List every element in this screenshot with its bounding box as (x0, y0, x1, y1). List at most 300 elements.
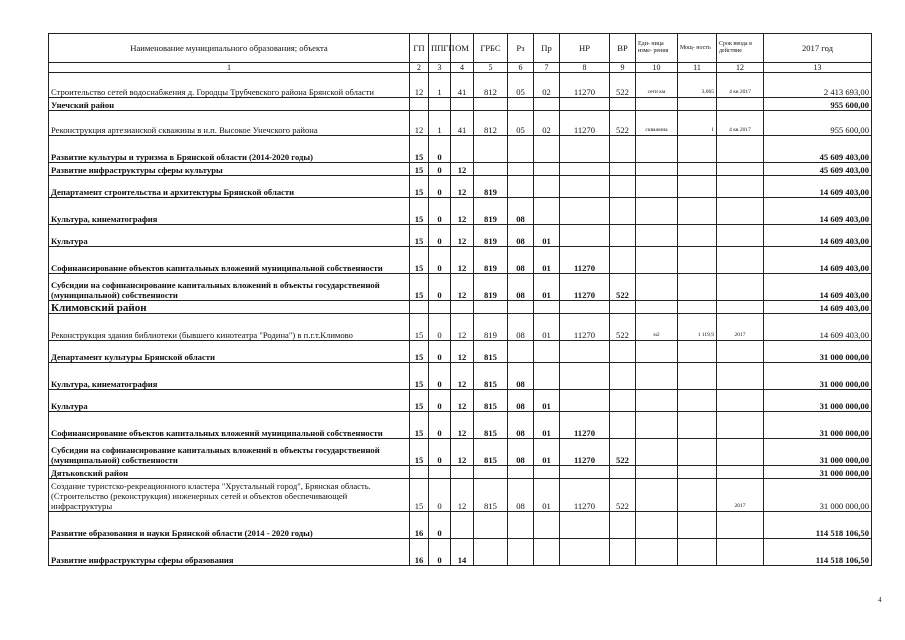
cell-pr (534, 98, 560, 111)
cell-power (678, 466, 717, 479)
cell-power: 1 119,9 (678, 314, 717, 341)
cell-ppgp (429, 301, 451, 314)
cell-grbs: 815 (474, 479, 508, 512)
col-number: 9 (610, 63, 636, 73)
cell-om: 12 (451, 412, 474, 439)
cell-unit (636, 176, 678, 198)
cell-vr (610, 225, 636, 247)
cell-term (717, 163, 764, 176)
cell-rz: 08 (508, 390, 534, 412)
cell-om: 41 (451, 73, 474, 98)
col-number: 4 (451, 63, 474, 73)
cell-om: 12 (451, 390, 474, 412)
cell-ppgp: 0 (429, 412, 451, 439)
header-vr: ВР (610, 34, 636, 63)
cell-grbs: 812 (474, 73, 508, 98)
cell-term (717, 98, 764, 111)
cell-term (717, 412, 764, 439)
cell-amount: 14 609 403,00 (764, 247, 872, 274)
cell-ppgp: 0 (429, 512, 451, 539)
cell-vr (610, 512, 636, 539)
cell-gp: 15 (410, 479, 429, 512)
cell-term: 2017 (717, 479, 764, 512)
cell-amount: 45 609 403,00 (764, 136, 872, 163)
cell-gp: 15 (410, 247, 429, 274)
cell-nr (560, 301, 610, 314)
cell-rz: 08 (508, 363, 534, 390)
cell-unit: сети км (636, 73, 678, 98)
cell-gp: 15 (410, 225, 429, 247)
cell-term (717, 198, 764, 225)
table-row (49, 274, 872, 301)
cell-rz (508, 341, 534, 363)
column-number-row (49, 63, 872, 73)
table-row (49, 341, 872, 363)
cell-rz: 08 (508, 225, 534, 247)
cell-ppgp: 0 (429, 225, 451, 247)
cell-rz (508, 176, 534, 198)
cell-amount: 2 413 693,00 (764, 73, 872, 98)
header-name: Наименование муниципального образования; объекта (49, 34, 410, 63)
table-row (49, 390, 872, 412)
cell-rz: 08 (508, 439, 534, 466)
cell-om (451, 98, 474, 111)
cell-unit (636, 466, 678, 479)
cell-pr: 01 (534, 412, 560, 439)
cell-unit (636, 163, 678, 176)
row-name: Климовский район (49, 301, 410, 314)
row-name: Развитие инфраструктуры сферы образования (49, 539, 410, 566)
cell-grbs: 819 (474, 314, 508, 341)
cell-amount: 14 609 403,00 (764, 198, 872, 225)
cell-power (678, 274, 717, 301)
cell-term (717, 466, 764, 479)
cell-om: 14 (451, 539, 474, 566)
col-number: 1 (49, 63, 410, 73)
cell-unit (636, 301, 678, 314)
cell-vr (610, 176, 636, 198)
cell-pr (534, 198, 560, 225)
cell-vr (610, 163, 636, 176)
cell-om: 12 (451, 163, 474, 176)
cell-unit: м2 (636, 314, 678, 341)
col-number: 11 (678, 63, 717, 73)
cell-ppgp: 1 (429, 73, 451, 98)
row-name: Развитие инфраструктуры сферы культуры (49, 163, 410, 176)
cell-om: 12 (451, 198, 474, 225)
row-name: Культура (49, 225, 410, 247)
cell-unit (636, 98, 678, 111)
table-row (49, 466, 872, 479)
cell-power (678, 136, 717, 163)
cell-term: 4 кв 2017 (717, 111, 764, 136)
row-name: Унечский район (49, 98, 410, 111)
col-number: 10 (636, 63, 678, 73)
cell-amount: 14 609 403,00 (764, 225, 872, 247)
cell-term (717, 301, 764, 314)
cell-amount: 14 609 403,00 (764, 314, 872, 341)
cell-term (717, 539, 764, 566)
cell-ppgp: 1 (429, 111, 451, 136)
cell-rz: 08 (508, 247, 534, 274)
cell-nr (560, 136, 610, 163)
cell-vr (610, 390, 636, 412)
cell-gp (410, 301, 429, 314)
cell-gp: 16 (410, 539, 429, 566)
cell-amount: 114 518 106,50 (764, 539, 872, 566)
cell-vr (610, 466, 636, 479)
cell-gp: 15 (410, 314, 429, 341)
cell-pr: 01 (534, 479, 560, 512)
cell-unit (636, 479, 678, 512)
cell-nr (560, 390, 610, 412)
cell-term (717, 247, 764, 274)
cell-vr (610, 198, 636, 225)
cell-om: 12 (451, 439, 474, 466)
cell-vr (610, 301, 636, 314)
cell-term: 2017 (717, 314, 764, 341)
row-name: Культура, кинематография (49, 363, 410, 390)
page-number: 4 (878, 596, 882, 604)
cell-pr (534, 163, 560, 176)
col-number: 8 (560, 63, 610, 73)
row-name: Софинансирование объектов капитальных вложений муниципальной собственности (49, 412, 410, 439)
cell-pr (534, 363, 560, 390)
cell-grbs (474, 301, 508, 314)
cell-om: 41 (451, 111, 474, 136)
cell-ppgp: 0 (429, 314, 451, 341)
cell-pr (534, 539, 560, 566)
col-number: 2 (410, 63, 429, 73)
cell-grbs: 815 (474, 439, 508, 466)
cell-ppgp: 0 (429, 163, 451, 176)
cell-nr (560, 466, 610, 479)
cell-gp: 15 (410, 390, 429, 412)
cell-ppgp: 0 (429, 439, 451, 466)
cell-grbs: 812 (474, 111, 508, 136)
header-om: ОМ (451, 34, 474, 63)
cell-gp: 16 (410, 512, 429, 539)
table-row (49, 301, 872, 314)
cell-term (717, 341, 764, 363)
cell-gp: 15 (410, 136, 429, 163)
cell-vr (610, 539, 636, 566)
cell-vr (610, 412, 636, 439)
cell-pr: 01 (534, 390, 560, 412)
cell-grbs: 819 (474, 176, 508, 198)
cell-unit (636, 363, 678, 390)
table-row (49, 314, 872, 341)
cell-vr: 522 (610, 111, 636, 136)
cell-nr (560, 341, 610, 363)
row-name: Департамент культуры Брянской области (49, 341, 410, 363)
cell-amount: 31 000 000,00 (764, 341, 872, 363)
cell-vr: 522 (610, 314, 636, 341)
cell-gp (410, 466, 429, 479)
cell-gp (410, 98, 429, 111)
cell-unit (636, 274, 678, 301)
cell-nr (560, 225, 610, 247)
cell-nr: 11270 (560, 439, 610, 466)
cell-rz: 08 (508, 198, 534, 225)
cell-nr (560, 98, 610, 111)
cell-power (678, 176, 717, 198)
cell-gp: 15 (410, 439, 429, 466)
table-row (49, 363, 872, 390)
cell-om: 12 (451, 176, 474, 198)
cell-term (717, 274, 764, 301)
cell-nr (560, 539, 610, 566)
cell-rz (508, 512, 534, 539)
cell-term (717, 363, 764, 390)
table-row (49, 198, 872, 225)
cell-gp: 15 (410, 363, 429, 390)
cell-ppgp: 0 (429, 390, 451, 412)
cell-amount: 955 600,00 (764, 98, 872, 111)
cell-om: 12 (451, 274, 474, 301)
header-ppgp: ППГП (429, 34, 451, 63)
cell-term (717, 176, 764, 198)
header-gp: ГП (410, 34, 429, 63)
cell-ppgp: 0 (429, 176, 451, 198)
col-number: 3 (429, 63, 451, 73)
cell-ppgp: 0 (429, 136, 451, 163)
cell-amount: 31 000 000,00 (764, 412, 872, 439)
cell-grbs: 815 (474, 412, 508, 439)
cell-grbs (474, 466, 508, 479)
header-unit: Еди- ница изме- рения (636, 34, 678, 63)
cell-pr (534, 512, 560, 539)
col-number: 13 (764, 63, 872, 73)
capital-investment-table (48, 33, 872, 566)
cell-pr (534, 341, 560, 363)
table-header-row (49, 34, 872, 63)
cell-rz: 08 (508, 274, 534, 301)
cell-ppgp: 0 (429, 274, 451, 301)
cell-power (678, 512, 717, 539)
row-name: Развитие образования и науки Брянской области (2014 - 2020 годы) (49, 512, 410, 539)
cell-ppgp (429, 98, 451, 111)
cell-unit (636, 136, 678, 163)
cell-pr (534, 301, 560, 314)
cell-nr: 11270 (560, 73, 610, 98)
cell-grbs: 819 (474, 198, 508, 225)
cell-rz (508, 136, 534, 163)
cell-grbs: 815 (474, 341, 508, 363)
cell-nr (560, 512, 610, 539)
cell-grbs: 819 (474, 274, 508, 301)
cell-pr: 01 (534, 247, 560, 274)
cell-unit (636, 539, 678, 566)
cell-ppgp: 0 (429, 247, 451, 274)
cell-unit (636, 247, 678, 274)
cell-term (717, 136, 764, 163)
cell-om (451, 136, 474, 163)
cell-power (678, 390, 717, 412)
cell-nr (560, 198, 610, 225)
cell-unit (636, 512, 678, 539)
col-number: 6 (508, 63, 534, 73)
cell-ppgp (429, 466, 451, 479)
cell-term (717, 512, 764, 539)
header-nr: НР (560, 34, 610, 63)
row-name: Культура (49, 390, 410, 412)
cell-power: 3,065 (678, 73, 717, 98)
cell-nr: 11270 (560, 111, 610, 136)
cell-vr: 522 (610, 479, 636, 512)
cell-om: 12 (451, 341, 474, 363)
row-name: Реконструкция артезианской скважины в н.п. Высокое Унечского района (49, 111, 410, 136)
cell-pr: 01 (534, 274, 560, 301)
cell-vr (610, 363, 636, 390)
header-power: Мощ- ность (678, 34, 717, 63)
cell-amount: 114 518 106,50 (764, 512, 872, 539)
cell-amount: 14 609 403,00 (764, 176, 872, 198)
cell-ppgp: 0 (429, 479, 451, 512)
cell-nr: 11270 (560, 314, 610, 341)
header-year: 2017 год (764, 34, 872, 63)
row-name: Реконструкция здания библиотеки (бывшего кинотеатра "Родина") в п.г.т.Климово (49, 314, 410, 341)
cell-pr: 02 (534, 73, 560, 98)
cell-power (678, 163, 717, 176)
cell-power (678, 412, 717, 439)
cell-gp: 15 (410, 198, 429, 225)
cell-grbs: 815 (474, 363, 508, 390)
cell-power (678, 98, 717, 111)
cell-om: 12 (451, 247, 474, 274)
cell-grbs: 815 (474, 390, 508, 412)
cell-amount: 14 609 403,00 (764, 274, 872, 301)
cell-vr (610, 98, 636, 111)
col-number: 5 (474, 63, 508, 73)
cell-gp: 15 (410, 176, 429, 198)
cell-term (717, 225, 764, 247)
cell-rz: 08 (508, 479, 534, 512)
cell-term: 4 кв 2017 (717, 73, 764, 98)
cell-pr: 01 (534, 225, 560, 247)
cell-power (678, 247, 717, 274)
cell-rz (508, 301, 534, 314)
row-name: Дятьковский район (49, 466, 410, 479)
cell-gp: 12 (410, 111, 429, 136)
cell-grbs: 819 (474, 247, 508, 274)
row-name: Развитие культуры и туризма в Брянской области (2014-2020 годы) (49, 136, 410, 163)
cell-ppgp: 0 (429, 341, 451, 363)
cell-unit (636, 412, 678, 439)
cell-om: 12 (451, 363, 474, 390)
cell-rz: 08 (508, 412, 534, 439)
cell-power (678, 363, 717, 390)
cell-rz (508, 98, 534, 111)
cell-rz: 05 (508, 73, 534, 98)
cell-pr: 01 (534, 439, 560, 466)
table-row (49, 98, 872, 111)
cell-amount: 955 600,00 (764, 111, 872, 136)
col-number: 12 (717, 63, 764, 73)
cell-grbs (474, 512, 508, 539)
table-row (49, 439, 872, 466)
cell-grbs (474, 98, 508, 111)
cell-power (678, 539, 717, 566)
cell-power (678, 301, 717, 314)
cell-gp: 15 (410, 412, 429, 439)
cell-om: 12 (451, 225, 474, 247)
cell-rz (508, 539, 534, 566)
cell-power (678, 341, 717, 363)
header-term: Срок ввода в действие (717, 34, 764, 63)
cell-om (451, 301, 474, 314)
cell-pr (534, 136, 560, 163)
cell-vr (610, 341, 636, 363)
cell-term (717, 390, 764, 412)
cell-om: 12 (451, 479, 474, 512)
cell-amount: 31 000 000,00 (764, 363, 872, 390)
cell-amount: 31 000 000,00 (764, 390, 872, 412)
table-row (49, 479, 872, 512)
cell-amount: 31 000 000,00 (764, 439, 872, 466)
cell-grbs: 819 (474, 225, 508, 247)
cell-gp: 15 (410, 274, 429, 301)
row-name: Субсидии на софинансирование капитальных вложений в объекты государственной (муниципальной) собственности (49, 274, 410, 301)
cell-pr (534, 176, 560, 198)
row-name: Строительство сетей водоснабжения д. Городцы Трубчевского района Брянской области (49, 73, 410, 98)
cell-nr (560, 163, 610, 176)
row-name: Департамент строительства и архитектуры Брянской области (49, 176, 410, 198)
table-row (49, 73, 872, 98)
table-row (49, 247, 872, 274)
table-row (49, 176, 872, 198)
header-pr: Пр (534, 34, 560, 63)
table-row (49, 539, 872, 566)
cell-pr (534, 466, 560, 479)
cell-ppgp: 0 (429, 539, 451, 566)
budget-table-page (48, 33, 871, 566)
row-name: Культура, кинематография (49, 198, 410, 225)
table-row (49, 225, 872, 247)
cell-om (451, 512, 474, 539)
cell-ppgp: 0 (429, 363, 451, 390)
cell-nr: 11270 (560, 479, 610, 512)
cell-nr: 11270 (560, 274, 610, 301)
cell-power (678, 198, 717, 225)
cell-vr: 522 (610, 73, 636, 98)
table-row (49, 111, 872, 136)
cell-gp: 15 (410, 341, 429, 363)
header-grbs: ГРБС (474, 34, 508, 63)
cell-power (678, 439, 717, 466)
cell-rz (508, 163, 534, 176)
table-row (49, 512, 872, 539)
cell-unit (636, 225, 678, 247)
cell-grbs (474, 163, 508, 176)
table-row (49, 163, 872, 176)
cell-grbs (474, 539, 508, 566)
cell-power (678, 479, 717, 512)
table-body (49, 73, 872, 566)
cell-pr: 02 (534, 111, 560, 136)
cell-vr: 522 (610, 439, 636, 466)
cell-nr (560, 363, 610, 390)
cell-power (678, 225, 717, 247)
cell-nr: 11270 (560, 412, 610, 439)
row-name: Субсидии на софинансирование капитальных вложений в объекты государственной (муниципальной) собственности (49, 439, 410, 466)
cell-amount: 31 000 000,00 (764, 466, 872, 479)
header-rz: Рз (508, 34, 534, 63)
cell-pr: 01 (534, 314, 560, 341)
cell-unit (636, 341, 678, 363)
row-name: Создание туристско-рекреационного кластера "Хрустальный город", Брянская область. (Строительство (реконструкция) инженерных сетей и объектов обеспечивающей инфраструктуры (49, 479, 410, 512)
cell-unit (636, 198, 678, 225)
